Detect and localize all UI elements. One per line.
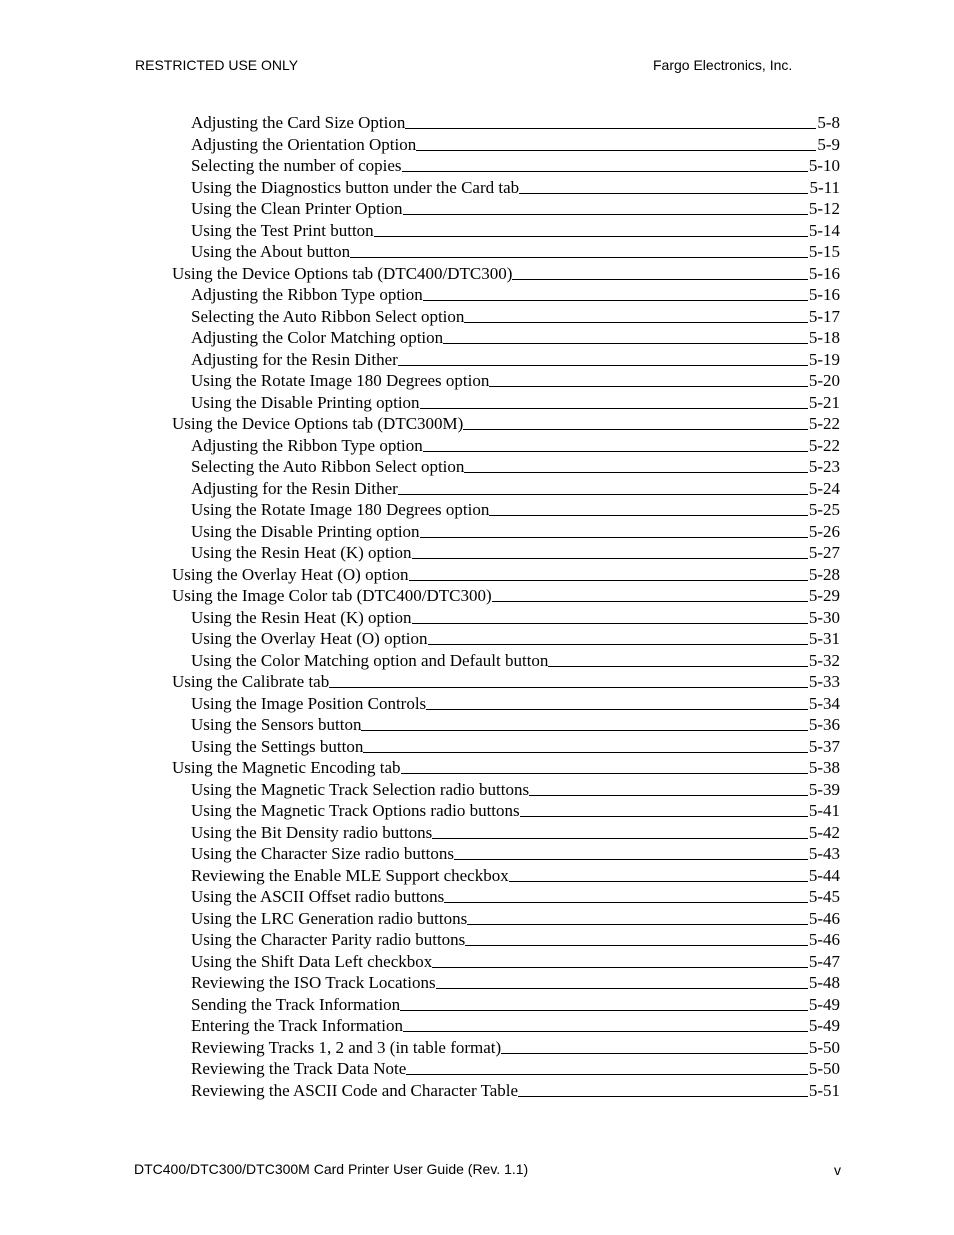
- toc-entry-title: Using the Test Print button: [191, 220, 374, 240]
- toc-entry-title: Using the Overlay Heat (O) option: [191, 629, 428, 648]
- toc-entry[interactable]: [0, 714, 954, 735]
- toc-entry-page: 5-9: [817, 134, 840, 154]
- toc-entry-page: 5-48: [808, 973, 840, 992]
- toc-entry-page: 5-15: [808, 242, 840, 261]
- toc-leader-line: [492, 601, 808, 602]
- toc-entry[interactable]: [0, 757, 954, 778]
- toc-entry-title: Using the Rotate Image 180 Degrees option: [191, 500, 490, 519]
- toc-entry[interactable]: [0, 263, 954, 284]
- toc-entry-page: 5-36: [808, 715, 840, 734]
- toc-entry-title: Using the Shift Data Left checkbox: [191, 951, 433, 971]
- toc-leader-line: [519, 193, 808, 194]
- toc-leader-line: [464, 322, 807, 323]
- toc-entry-page: 5-49: [808, 994, 840, 1014]
- toc-entry[interactable]: [0, 628, 954, 649]
- toc-entry[interactable]: [0, 327, 954, 348]
- toc-leader-line: [443, 343, 808, 344]
- toc-entry[interactable]: [0, 521, 954, 542]
- toc-entry-title: Using the Settings button: [191, 736, 364, 756]
- toc-entry[interactable]: [0, 1058, 954, 1079]
- toc-entry-page: 5-33: [808, 672, 840, 691]
- toc-entry-page: 5-51: [808, 1080, 840, 1100]
- toc-leader-line: [420, 537, 808, 538]
- toc-entry-page: 5-14: [808, 220, 840, 240]
- toc-entry-title: Using the Resin Heat (K) option: [191, 543, 412, 562]
- toc-entry[interactable]: [0, 413, 954, 434]
- toc-leader-line: [329, 687, 808, 688]
- toc-entry-title: Reviewing the ISO Track Locations: [191, 973, 436, 992]
- toc-entry[interactable]: [0, 822, 954, 843]
- toc-entry[interactable]: [0, 349, 954, 370]
- toc-leader-line: [465, 945, 808, 946]
- toc-entry-title: Reviewing the ASCII Code and Character Table: [191, 1080, 519, 1100]
- toc-entry-page: 5-12: [808, 199, 840, 218]
- toc-leader-line: [436, 988, 808, 989]
- toc-leader-line: [402, 171, 808, 172]
- toc-entry-page: 5-20: [808, 371, 840, 390]
- toc-leader-line: [398, 494, 808, 495]
- toc-entry-title: Using the Character Size radio buttons: [191, 844, 454, 863]
- toc-entry-page: 5-39: [808, 779, 840, 799]
- toc-entry-title: Using the Character Parity radio buttons: [191, 930, 466, 949]
- toc-leader-line: [520, 816, 808, 817]
- toc-leader-line: [403, 214, 808, 215]
- toc-leader-line: [400, 1010, 808, 1011]
- toc-entry-title: Using the Magnetic Track Selection radio buttons: [191, 779, 530, 799]
- toc-leader-line: [512, 279, 807, 280]
- toc-entry[interactable]: [0, 134, 954, 155]
- toc-entry-title: Reviewing Tracks 1, 2 and 3 (in table format): [191, 1037, 502, 1057]
- toc-leader-line: [420, 408, 808, 409]
- toc-entry-title: Using the Magnetic Track Options radio buttons: [191, 801, 520, 820]
- toc-entry[interactable]: [0, 779, 954, 800]
- toc-leader-line: [412, 623, 808, 624]
- toc-entry[interactable]: [0, 843, 954, 864]
- toc-entry[interactable]: [0, 736, 954, 757]
- toc-entry-title: Using the Disable Printing option: [191, 392, 420, 412]
- toc-entry-page: 5-43: [808, 844, 840, 863]
- toc-entry-title: Adjusting the Ribbon Type option: [191, 285, 423, 304]
- toc-entry-title: Entering the Track Information: [191, 1016, 403, 1035]
- toc-leader-line: [509, 881, 808, 882]
- toc-entry-title: Using the Disable Printing option: [191, 521, 420, 541]
- toc-leader-line: [401, 773, 808, 774]
- toc-leader-line: [548, 666, 807, 667]
- toc-entry[interactable]: [0, 1037, 954, 1058]
- toc-entry-title: Adjusting the Orientation Option: [191, 134, 417, 154]
- toc-entry-page: 5-44: [808, 865, 840, 885]
- toc-entry[interactable]: [0, 972, 954, 993]
- toc-leader-line: [423, 300, 808, 301]
- page-number: v: [834, 1162, 841, 1178]
- toc-entry[interactable]: [0, 908, 954, 929]
- toc-entry-title: Using the Magnetic Encoding tab: [172, 758, 401, 777]
- toc-entry-page: 5-23: [808, 457, 840, 476]
- toc-entry-page: 5-46: [808, 908, 840, 928]
- toc-entry[interactable]: [0, 886, 954, 907]
- toc-entry-title: Using the About button: [191, 242, 351, 261]
- toc-entry[interactable]: [0, 585, 954, 606]
- toc-entry-title: Using the Image Color tab (DTC400/DTC300): [172, 586, 492, 605]
- toc-leader-line: [489, 515, 807, 516]
- toc-entry[interactable]: [0, 650, 954, 671]
- toc-entry[interactable]: [0, 994, 954, 1015]
- toc-entry-page: 5-41: [808, 801, 840, 820]
- toc-entry[interactable]: [0, 693, 954, 714]
- toc-leader-line: [361, 730, 807, 731]
- toc-leader-line: [412, 558, 808, 559]
- toc-leader-line: [454, 859, 808, 860]
- toc-entry[interactable]: [0, 951, 954, 972]
- toc-entry-page: 5-37: [808, 736, 840, 756]
- toc-entry[interactable]: [0, 198, 954, 219]
- toc-entry[interactable]: [0, 306, 954, 327]
- toc-entry-title: Selecting the number of copies: [191, 156, 402, 175]
- toc-entry-page: 5-22: [808, 414, 840, 433]
- toc-leader-line: [428, 644, 808, 645]
- toc-entry[interactable]: [0, 370, 954, 391]
- toc-leader-line: [444, 902, 808, 903]
- toc-entry[interactable]: [0, 456, 954, 477]
- toc-entry-page: 5-17: [808, 306, 840, 326]
- toc-entry-title: Using the Sensors button: [191, 715, 362, 734]
- toc-entry[interactable]: [0, 607, 954, 628]
- toc-leader-line: [406, 1074, 808, 1075]
- toc-entry-page: 5-46: [808, 930, 840, 949]
- toc-entry-page: 5-28: [808, 564, 840, 584]
- toc-entry-page: 5-8: [817, 113, 840, 132]
- toc-entry-title: Using the Color Matching option and Default button: [191, 650, 549, 670]
- toc-leader-line: [529, 795, 808, 796]
- toc-entry[interactable]: [0, 671, 954, 692]
- toc-entry-page: 5-45: [808, 887, 840, 906]
- toc-entry[interactable]: [0, 499, 954, 520]
- toc-entry[interactable]: [0, 564, 954, 585]
- toc-entry[interactable]: [0, 542, 954, 563]
- toc-leader-line: [426, 709, 808, 710]
- toc-leader-line: [374, 236, 808, 237]
- toc-entry[interactable]: [0, 220, 954, 241]
- toc-entry-title: Using the Diagnostics button under the Card tab: [191, 177, 520, 197]
- toc-entry-page: 5-26: [808, 521, 840, 541]
- toc-entry[interactable]: [0, 112, 954, 133]
- toc-entry[interactable]: [0, 865, 954, 886]
- toc-entry-page: 5-50: [808, 1037, 840, 1057]
- toc-entry[interactable]: [0, 435, 954, 456]
- toc-entry-page: 5-19: [808, 349, 840, 369]
- toc-entry-title: Reviewing the Enable MLE Support checkbox: [191, 865, 509, 885]
- toc-entry[interactable]: [0, 284, 954, 305]
- toc-leader-line: [350, 257, 808, 258]
- toc-leader-line: [518, 1096, 808, 1097]
- toc-entry-page: 5-31: [808, 629, 840, 648]
- toc-entry-page: 5-10: [808, 156, 840, 175]
- toc-entry-title: Using the Clean Printer Option: [191, 199, 403, 218]
- running-header-right: Fargo Electronics, Inc.: [653, 57, 793, 73]
- toc-entry-title: Using the Device Options tab (DTC400/DTC300): [172, 263, 513, 283]
- toc-entry-page: 5-47: [808, 951, 840, 971]
- toc-entry-page: 5-18: [808, 328, 840, 347]
- toc-entry-page: 5-50: [808, 1059, 840, 1078]
- toc-entry-page: 5-22: [808, 435, 840, 455]
- toc-entry[interactable]: [0, 241, 954, 262]
- toc-leader-line: [432, 838, 808, 839]
- toc-entry-page: 5-29: [808, 586, 840, 605]
- toc-entry-title: Selecting the Auto Ribbon Select option: [191, 306, 465, 326]
- toc-entry-title: Using the LRC Generation radio buttons: [191, 908, 468, 928]
- toc-leader-line: [467, 924, 808, 925]
- toc-entry-title: Selecting the Auto Ribbon Select option: [191, 457, 465, 476]
- toc-leader-line: [464, 472, 807, 473]
- toc-entry-page: 5-38: [808, 758, 840, 777]
- toc-entry[interactable]: [0, 929, 954, 950]
- toc-leader-line: [409, 580, 808, 581]
- toc-entry-title: Using the Overlay Heat (O) option: [172, 564, 409, 584]
- toc-entry-page: 5-32: [808, 650, 840, 670]
- toc-entry[interactable]: [0, 1080, 954, 1101]
- toc-entry-title: Reviewing the Track Data Note: [191, 1059, 407, 1078]
- toc-entry-title: Adjusting for the Resin Dither: [191, 349, 398, 369]
- toc-entry-page: 5-24: [808, 478, 840, 498]
- toc-entry-title: Using the ASCII Offset radio buttons: [191, 887, 445, 906]
- toc-entry-title: Sending the Track Information: [191, 994, 401, 1014]
- toc-leader-line: [398, 365, 808, 366]
- toc-entry-page: 5-16: [808, 285, 840, 304]
- toc-entry-page: 5-34: [808, 693, 840, 713]
- toc-entry-title: Using the Device Options tab (DTC300M): [172, 414, 464, 433]
- toc-entry[interactable]: [0, 800, 954, 821]
- toc-leader-line: [501, 1053, 808, 1054]
- toc-entry[interactable]: [0, 1015, 954, 1036]
- toc-entry-page: 5-30: [808, 607, 840, 627]
- toc-entry-title: Using the Image Position Controls: [191, 693, 427, 713]
- toc-entry-page: 5-27: [808, 543, 840, 562]
- toc-leader-line: [363, 752, 807, 753]
- toc-entry-page: 5-16: [808, 263, 840, 283]
- toc-entry-page: 5-25: [808, 500, 840, 519]
- toc-entry-title: Adjusting for the Resin Dither: [191, 478, 398, 498]
- toc-leader-line: [403, 1031, 808, 1032]
- toc-entry[interactable]: [0, 478, 954, 499]
- toc-leader-line: [423, 451, 808, 452]
- toc-entry-title: Using the Bit Density radio buttons: [191, 822, 433, 842]
- toc-entry-title: Adjusting the Color Matching option: [191, 328, 444, 347]
- toc-entry-title: Using the Resin Heat (K) option: [191, 607, 412, 627]
- toc-entry-title: Using the Calibrate tab: [172, 672, 330, 691]
- toc-leader-line: [432, 967, 808, 968]
- toc-entry-title: Adjusting the Card Size Option: [191, 113, 406, 132]
- toc-entry[interactable]: [0, 392, 954, 413]
- toc-entry-page: 5-11: [809, 177, 840, 197]
- toc-leader-line: [489, 386, 807, 387]
- toc-entry-title: Adjusting the Ribbon Type option: [191, 435, 423, 455]
- running-footer-left: DTC400/DTC300/DTC300M Card Printer User Guide (Rev. 1.1): [134, 1161, 529, 1177]
- toc-entry-page: 5-21: [808, 392, 840, 412]
- toc-entry-page: 5-49: [808, 1016, 840, 1035]
- toc-entry-page: 5-42: [808, 822, 840, 842]
- toc-entry[interactable]: [0, 177, 954, 198]
- toc-leader-line: [416, 150, 816, 151]
- toc-leader-line: [463, 429, 808, 430]
- toc-entry[interactable]: [0, 155, 954, 176]
- toc-leader-line: [405, 128, 816, 129]
- running-header-left: RESTRICTED USE ONLY: [135, 57, 299, 73]
- toc-entry-title: Using the Rotate Image 180 Degrees option: [191, 371, 490, 390]
